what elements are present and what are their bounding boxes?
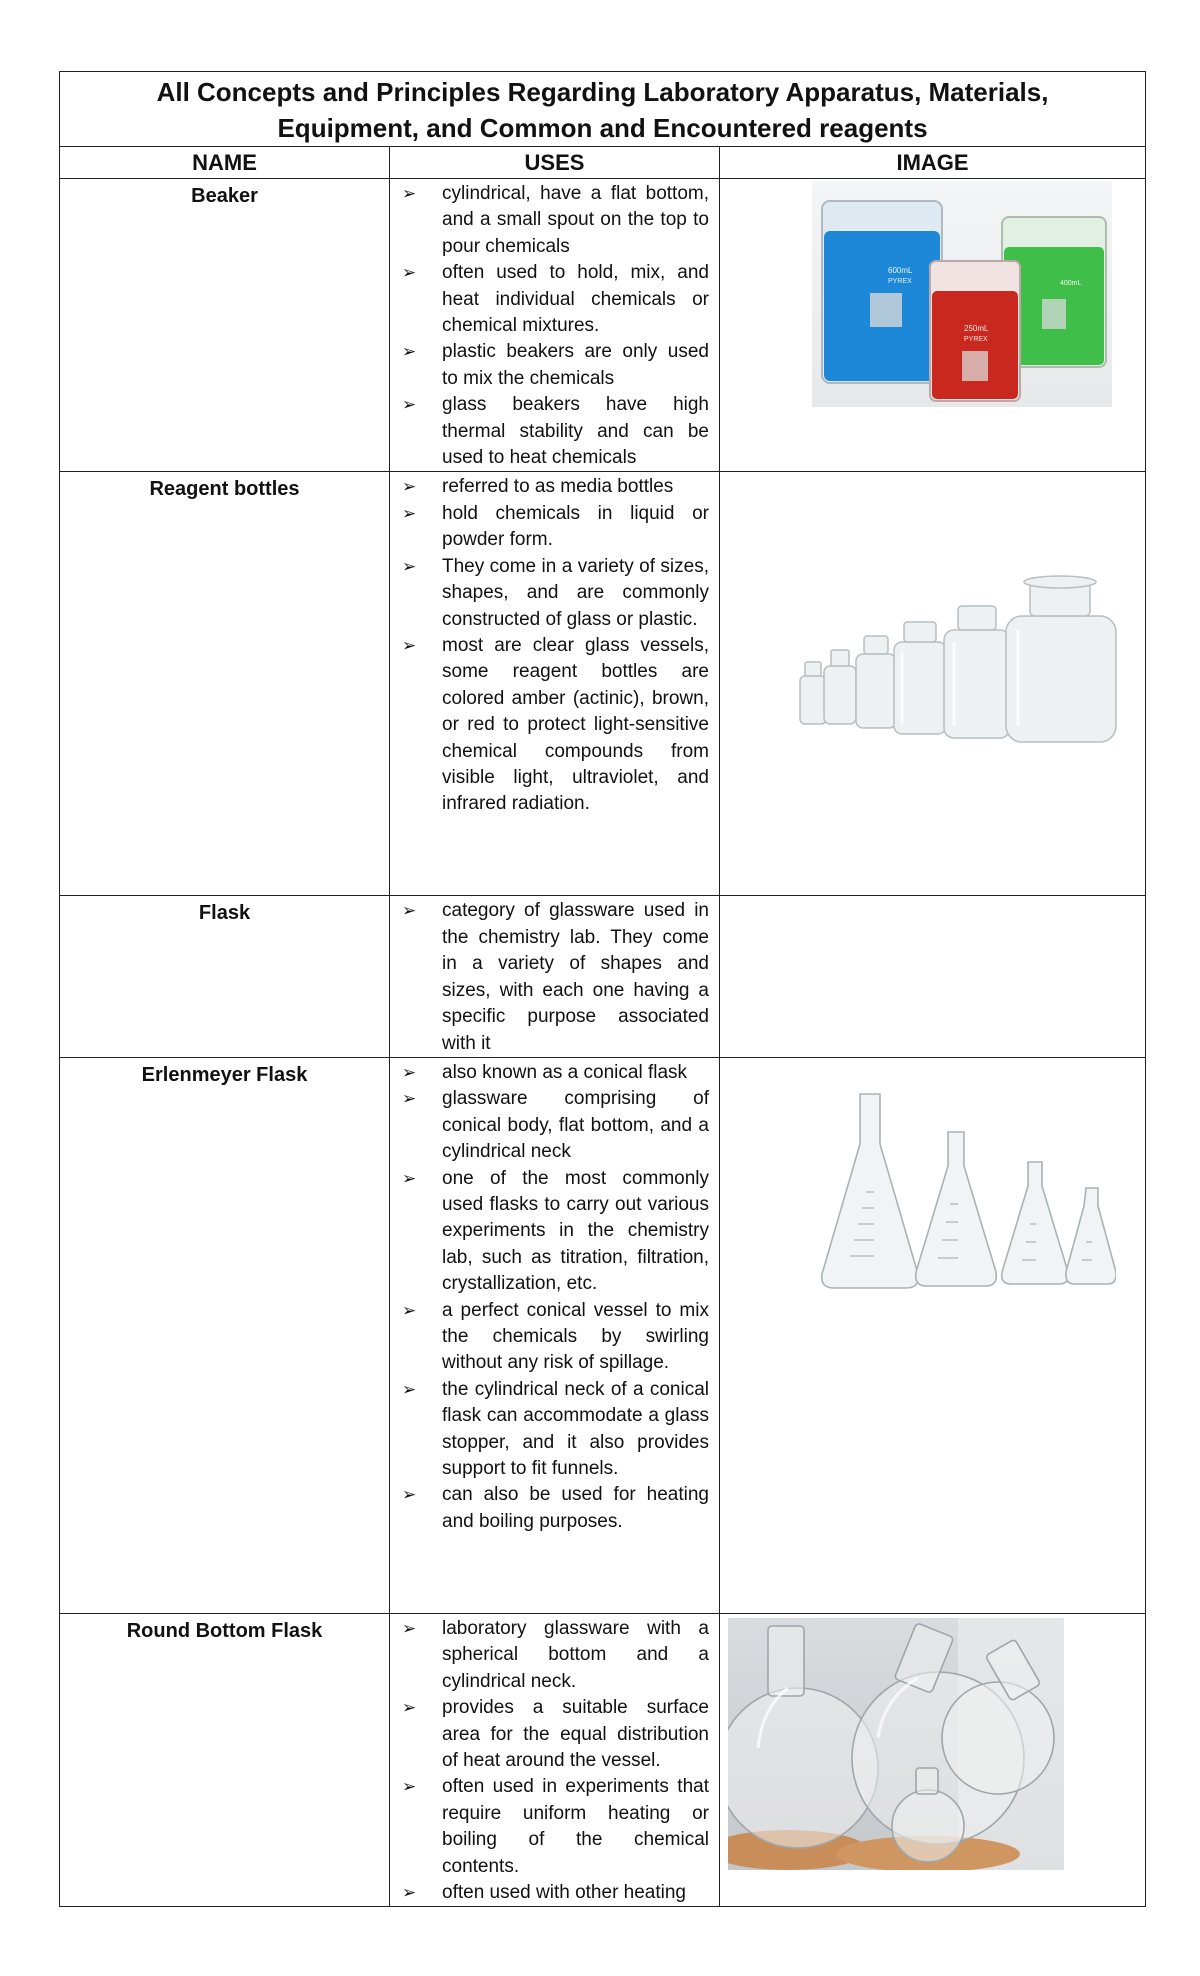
list-item [390,1086,709,1165]
bullet-arrow-icon: ➢ [402,1089,417,1109]
row-beaker [60,179,1146,472]
list-item [390,1880,709,1906]
bullet-arrow-icon: ➢ [402,1882,417,1902]
list-item [390,1060,709,1086]
uses-list [390,896,719,1056]
row-name: Erlenmeyer Flask [60,1057,390,1613]
bullet-arrow-icon: ➢ [402,184,417,203]
bullet-arrow-icon: ➢ [402,1698,417,1718]
use-text: most are clear glass vessels, some reagent bottles are colored amber (actinic), brown, or red to protect light-sensitive chemical compounds from visible light, ultraviolet, and infrared radiation. [442,634,709,815]
use-text: plastic beakers are only used to mix the chemicals [442,341,709,389]
bullet-arrow-icon: ➢ [402,901,417,921]
beaker-volume-label: 400mL [1060,280,1082,287]
row-name: Flask [60,896,390,1057]
use-text: provides a suitable surface area for the equal distribution of heat around the vessel. [442,1697,709,1771]
list-item [390,1695,709,1774]
row-uses-cell [390,1057,720,1613]
row-erlenmeyer-flask [60,1057,1146,1613]
list-item [390,1377,709,1483]
row-reagent-bottles [60,472,1146,896]
list-item [390,1166,709,1298]
list-item [390,898,709,1056]
row-name: Reagent bottles [60,472,390,896]
bullet-arrow-icon: ➢ [402,635,417,655]
row-uses-cell [390,179,720,472]
bullet-arrow-icon: ➢ [402,263,417,283]
beaker-brand-label: PYREX [964,336,988,343]
header-name: NAME [60,147,390,179]
round-bottom-flasks-image [728,1618,1064,1870]
list-item [390,1616,709,1695]
use-text: hold chemicals in liquid or powder form. [442,502,709,551]
beaker-brand-label: PYREX [888,278,912,285]
use-text: glass beakers have high thermal stability and can be used to heat chemicals [442,394,709,469]
bullet-arrow-icon: ➢ [402,1485,417,1505]
list-item [390,1482,709,1535]
uses-list [390,179,719,471]
bullet-arrow-icon: ➢ [402,1062,417,1082]
row-uses-cell [390,896,720,1057]
row-flask [60,896,1146,1057]
row-image-cell [720,179,1146,472]
use-text: often used with other heating [442,1881,687,1903]
use-text: category of glassware used in the chemistry lab. They come in a variety of shapes and sizes, with each one having a specific purpose associated with it [442,900,709,1054]
beaker-volume-label: 250mL [964,324,989,333]
row-image-cell [720,1057,1146,1613]
use-text: also known as a conical flask [442,1061,688,1083]
use-text: can also be used for heating and boiling purposes. [442,1484,709,1532]
bullet-arrow-icon: ➢ [402,395,417,415]
header-image: IMAGE [720,147,1146,179]
bullet-arrow-icon: ➢ [402,503,417,523]
uses-list [390,1058,719,1535]
bullet-arrow-icon: ➢ [402,1379,417,1399]
use-text: often used to hold, mix, and heat individual chemicals or chemical mixtures. [442,262,709,337]
row-image-cell [720,472,1146,896]
bullet-arrow-icon: ➢ [402,1168,417,1188]
document-title [60,72,1145,146]
bullet-arrow-icon: ➢ [402,342,417,362]
list-item [390,392,709,471]
list-item [390,554,709,633]
bullet-arrow-icon: ➢ [402,1777,417,1797]
row-name: Beaker [60,179,390,472]
row-name: Round Bottom Flask [60,1613,390,1906]
row-image-cell [720,1613,1146,1906]
list-item [390,181,709,260]
uses-list [390,472,719,817]
title-line-2: Equipment, and Common and Encountered reagents [277,113,928,143]
list-item [390,474,709,500]
use-text: referred to as media bottles [442,476,674,498]
uses-list [390,1614,719,1906]
list-item [390,1774,709,1880]
header-uses: USES [390,147,720,179]
bullet-arrow-icon: ➢ [402,477,417,497]
list-item [390,260,709,339]
reagent-bottles-image [798,546,1118,746]
use-text: laboratory glassware with a spherical bottom and a cylindrical neck. [442,1617,709,1692]
use-text: a perfect conical vessel to mix the chemicals by swirling without any risk of spillage. [442,1299,709,1374]
row-uses-cell [390,472,720,896]
use-text: the cylindrical neck of a conical flask can accommodate a glass stopper, and it also provides support to fit funnels. [442,1378,709,1479]
bullet-arrow-icon: ➢ [402,556,417,576]
header-row [60,147,1146,179]
list-item [390,501,709,554]
row-image-cell [720,896,1146,1057]
use-text: one of the most commonly used flasks to carry out various experiments in the chemistry lab, such as titration, filtration, crystallization, etc. [442,1167,709,1295]
beakers-image [812,181,1112,407]
title-line-1: All Concepts and Principles Regarding Laboratory Apparatus, Materials, [156,77,1049,107]
erlenmeyer-flasks-image [816,1092,1116,1292]
document-page [59,71,1145,1907]
list-item [390,339,709,392]
apparatus-table [59,71,1146,1907]
row-uses-cell [390,1613,720,1906]
row-round-bottom-flask [60,1613,1146,1906]
list-item [390,633,709,818]
use-text: glassware comprising of conical body, flat bottom, and a cylindrical neck [442,1088,709,1163]
bullet-arrow-icon: ➢ [402,1618,417,1638]
table-title-cell [60,72,1146,147]
use-text: cylindrical, have a flat bottom, and a small spout on the top to pour chemicals [442,183,709,257]
use-text: often used in experiments that require uniform heating or boiling of the chemical contents. [442,1776,709,1877]
list-item [390,1298,709,1377]
beaker-volume-label: 600mL [888,266,913,275]
bullet-arrow-icon: ➢ [402,1300,417,1320]
use-text: They come in a variety of sizes, shapes, and are commonly constructed of glass or plastic. [442,555,709,630]
